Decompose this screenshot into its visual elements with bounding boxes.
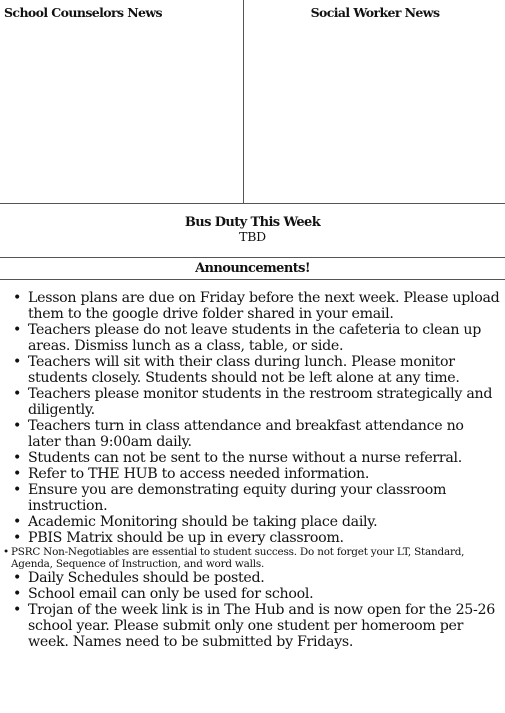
announcements-list: [0, 290, 500, 650]
social-worker-news-panel: [245, 0, 505, 203]
announcement-item: • PBIS Matrix should be up in every classroom.: [0, 530, 500, 546]
announcement-item: • Teachers will sit with their class during lunch. Please monitor students closely. Students should not be left alone at any time.: [0, 354, 500, 386]
announcement-item: • PSRC Non-Negotiables are essential to student success. Do not forget your LT, Standard, Agenda, Sequence of Instruction, and word walls.: [0, 546, 500, 570]
announcement-item: • Lesson plans are due on Friday before the next week. Please upload them to the google drive folder shared in your email.: [0, 290, 500, 322]
announcements-title: Announcements!: [195, 261, 310, 276]
announcement-item: • Students can not be sent to the nurse without a nurse referral.: [0, 450, 500, 466]
school-counselors-news-panel: [0, 0, 244, 203]
announcements-divider: [0, 279, 505, 280]
bus-duty-section: [0, 204, 505, 258]
school-counselors-news-title: School Counselors News: [4, 5, 162, 20]
announcement-item: • Trojan of the week link is in The Hub and is now open for the 25-26 school year. Please submit only one student per homeroom per week. Names need to be submitted by Fridays.: [0, 602, 500, 650]
announcement-item: • School email can only be used for school.: [0, 586, 500, 602]
social-worker-news-title: Social Worker News: [310, 5, 440, 20]
announcement-item: • Teachers please do not leave students in the cafeteria to clean up areas. Dismiss lunch as a class, table, or side.: [0, 322, 500, 354]
announcement-item: • Teachers please monitor students in the restroom strategically and diligently.: [0, 386, 500, 418]
bus-duty-value: TBD: [239, 229, 266, 244]
announcement-item: • Ensure you are demonstrating equity during your classroom instruction.: [0, 482, 500, 514]
announcement-item: • Teachers turn in class attendance and breakfast attendance no later than 9:00am daily.: [0, 418, 500, 450]
news-panels: [0, 0, 505, 204]
announcement-item: • Daily Schedules should be posted.: [0, 570, 500, 586]
bus-duty-title: Bus Duty This Week: [184, 215, 321, 230]
announcement-item: • Academic Monitoring should be taking place daily.: [0, 514, 500, 530]
announcement-item: • Refer to THE HUB to access needed information.: [0, 466, 500, 482]
